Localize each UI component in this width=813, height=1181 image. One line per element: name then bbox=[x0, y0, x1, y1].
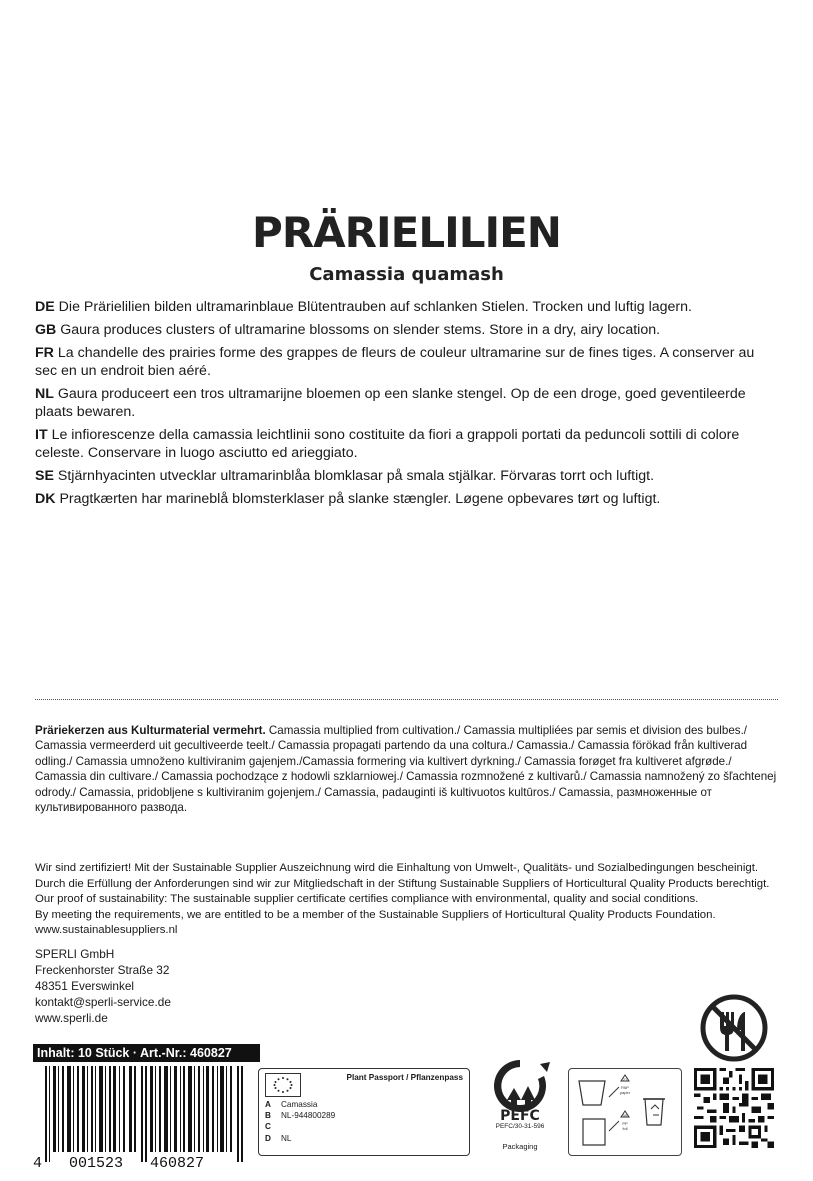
description-se: SE Stjärnhyacinten utvecklar ultramarinblåa blomklasar på smala stjälkar. Förvaras torrt och luftigt. bbox=[35, 468, 655, 484]
certification-text bbox=[35, 861, 795, 939]
product-subtitle: Camassia quamash bbox=[309, 264, 504, 285]
description-de: DE Die Prärielilien bilden ultramarinblaue Blütentrauben auf schlanken Stielen. Trocken und luftig lagern. bbox=[35, 299, 692, 315]
cert-line: Wir sind zertifiziert! Mit der Sustainable Supplier Auszeichnung wird die Einhaltung von Umwelt-, Qualitäts- und Sozialbedingungen bescheinigt. bbox=[35, 862, 759, 874]
product-title: PRÄRIELILIEN bbox=[252, 208, 561, 257]
description-dk: DK Pragtkærten har marineblå blomsterklaser på slanke stængler. Løgene opbevares tørt og luftigt. bbox=[35, 491, 661, 507]
company-email[interactable]: kontakt@sperli-service.de bbox=[35, 995, 171, 1009]
description-it: IT Le infiorescenze della camassia leichtlinii sono costituite da fiori a grappoli portati da peduncoli sottili di colore celeste. Conservare in luogo asciutto ed arieggiato. bbox=[35, 427, 740, 461]
company-street: Freckenhorster Straße 32 bbox=[35, 963, 170, 977]
qr-code[interactable] bbox=[694, 1068, 774, 1148]
description-list bbox=[35, 298, 780, 513]
passport-row: D NL bbox=[265, 1133, 292, 1143]
cert-line: Our proof of sustainability: The sustainable supplier certificate certifies compliance with environmental, quality and social conditions. bbox=[35, 893, 699, 905]
cert-line: By meeting the requirements, we are entitled to be a member of the Sustainable Suppliers of Horticultural Quality Products Foundation. bbox=[35, 908, 716, 921]
paper-label: PAP bbox=[621, 1085, 629, 1090]
foil-num: 05 bbox=[622, 1113, 628, 1118]
passport-row: B NL-944800289 bbox=[265, 1111, 336, 1121]
dotted-divider bbox=[35, 699, 778, 700]
passport-row: A Camassia bbox=[265, 1100, 318, 1109]
company-website[interactable]: www.sperli.de bbox=[35, 1011, 108, 1025]
content-article-label: Inhalt: 10 Stück · Art.-Nr.: 460827 bbox=[33, 1044, 260, 1062]
passport-rows bbox=[265, 1099, 335, 1144]
description-fr: FR La chandelle des prairies forme des grappes de fleurs de couleur ultramarine sur de fines tiges. A conserver au sec en un endroit bien aéré. bbox=[35, 345, 755, 379]
foil-label: PP bbox=[622, 1121, 628, 1126]
paper-label-sub: paper bbox=[619, 1090, 631, 1095]
propagation-note: Präriekerzen aus Kulturmaterial vermehrt. Camassia multiplied from cultivation./ Camassia multipliées par semis et division des bulbes./ Camassia vermeerderd uit gecultiveerde teelt./ Camassia propagati partendo da una coltura./ Camassia./ Camassia förökad från kultiverad odling./ Camassia umnoženo kultiviranim gajenjem./Camassia formering via kultivert dyrkning./ Camassia forøget fra kultiveret afgrøde./ Camassia din cultivare./ Camassia pochodzące z hodowli szklarniowej./ Camassia rozmnožené z kultivarů./ Camassia namnožený zo šľachtenej odrody./ Camassia, pridobljene s kultiviranim gojenjem./ Camassia, padauginti iš kultivuotos kultūros./ Camassia, размноженные от культивированного развода. bbox=[35, 724, 777, 815]
pefc-label: PEFC bbox=[500, 1108, 540, 1124]
paper-num: 21 bbox=[622, 1077, 628, 1082]
passport-row: C bbox=[265, 1122, 271, 1132]
company-name: SPERLI GmbH bbox=[35, 947, 115, 961]
description-gb: GB Gaura produces clusters of ultramarine blossoms on slender stems. Store in a dry, airy location. bbox=[35, 322, 661, 338]
cert-link[interactable]: www.sustainablesuppliers.nl bbox=[35, 924, 178, 936]
barcode bbox=[33, 1066, 261, 1168]
cert-line: Durch die Erfüllung der Anforderungen sind wir zur Mitgliedschaft in der Stiftung Sustainable Suppliers of Horticultural Quality Products berechtigt. bbox=[35, 877, 770, 890]
description-nl: NL Gaura produceert een tros ultramarijne bloemen op een slanke stengel. Op de een droge, goed geventileerde plaats bewaren. bbox=[35, 386, 746, 420]
barcode-digits: 4 001523 460827 bbox=[33, 1155, 205, 1168]
no-eat-icon bbox=[698, 992, 770, 1064]
passport-title: Plant Passport / Pflanzenpass bbox=[346, 1073, 463, 1082]
plant-passport bbox=[258, 1068, 470, 1156]
eu-flag-icon bbox=[265, 1073, 301, 1097]
foil-label-sub: foil bbox=[622, 1126, 628, 1131]
company-address bbox=[35, 946, 171, 1026]
pefc-packaging: Packaging bbox=[502, 1142, 538, 1151]
recycling-info bbox=[568, 1068, 682, 1156]
pefc-code: PEFC/30-31-596 bbox=[495, 1123, 545, 1130]
company-city: 48351 Everswinkel bbox=[35, 979, 135, 993]
pefc-logo bbox=[485, 1056, 555, 1154]
pefc-tree-icon bbox=[494, 1060, 550, 1112]
